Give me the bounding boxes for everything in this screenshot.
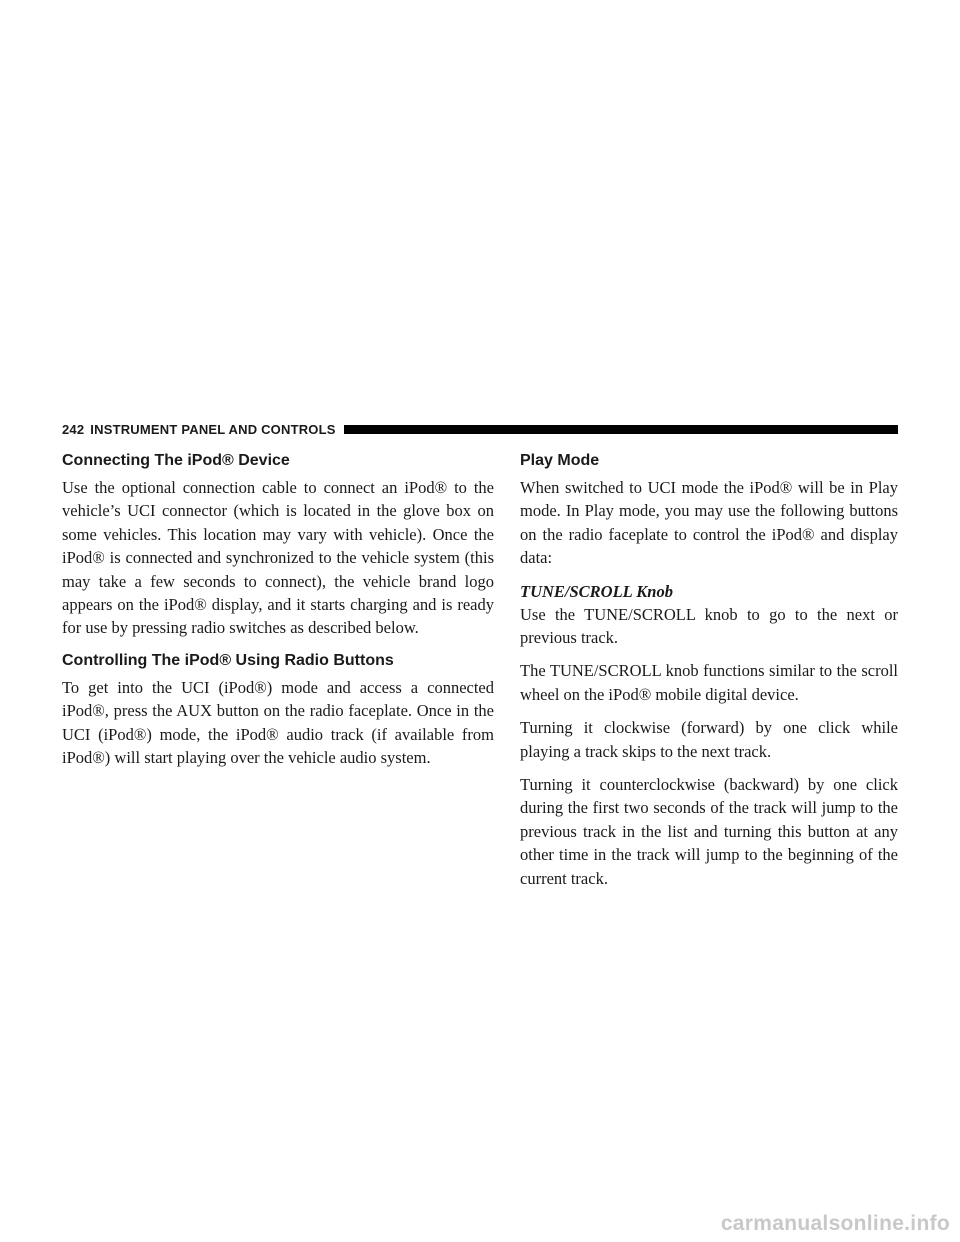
heading-controlling-ipod: Controlling The iPod® Using Radio Buttons [62,651,394,669]
right-column [520,450,898,900]
paragraph-counterclockwise: Turning it counterclockwise (backward) by one click during the first two seconds of the track will jump to the previous track in the list and turning this button at any other time in the track will jump to the beginning of the current track. [520,775,898,888]
paragraph-tune-scroll-use: Use the TUNE/SCROLL knob to go to the next or previous track. [520,604,898,648]
heading-connecting-ipod: Connecting The iPod® Device [62,452,290,469]
paragraph-connecting: Use the optional connection cable to connect an iPod® to the vehicle’s UCI connector (which is located in the glove box on some vehicles. This location may vary with vehicle). Once the iPod® is connected and synchronized to the vehicle system (this may take a few seconds to connect), the vehicle brand logo appears on the iPod® display, and it starts charging and is ready for use by pressing radio switches as described below. [62,478,494,638]
page-number: 242 [62,421,85,437]
subheading-tune-scroll: TUNE/SCROLL Knob [520,581,673,601]
paragraph-controlling: To get into the UCI (iPod®) mode and access a connected iPod®, press the AUX button on the radio faceplate. Once in the UCI (iPod®) mode, the iPod® audio track (if available from iPod®) will start playing over the vehicle audio system. [62,677,494,768]
watermark-logo: carmanualsonline.info [720,1212,950,1235]
paragraph-clockwise: Turning it clockwise (forward) by one click while playing a track skips to the next track. [520,718,898,761]
heading-play-mode: Play Mode [520,452,600,469]
page-header [62,421,898,437]
header-rule [344,425,898,434]
paragraph-tune-scroll-similar: The TUNE/SCROLL knob functions similar to the scroll wheel on the iPod® mobile digital device. [520,661,898,704]
section-title: INSTRUMENT PANEL AND CONTROLS [90,421,336,437]
paragraph-play-mode: When switched to UCI mode the iPod® will be in Play mode. In Play mode, you may use the following buttons on the radio faceplate to control the iPod® and display data: [520,478,898,568]
left-column [62,450,494,779]
